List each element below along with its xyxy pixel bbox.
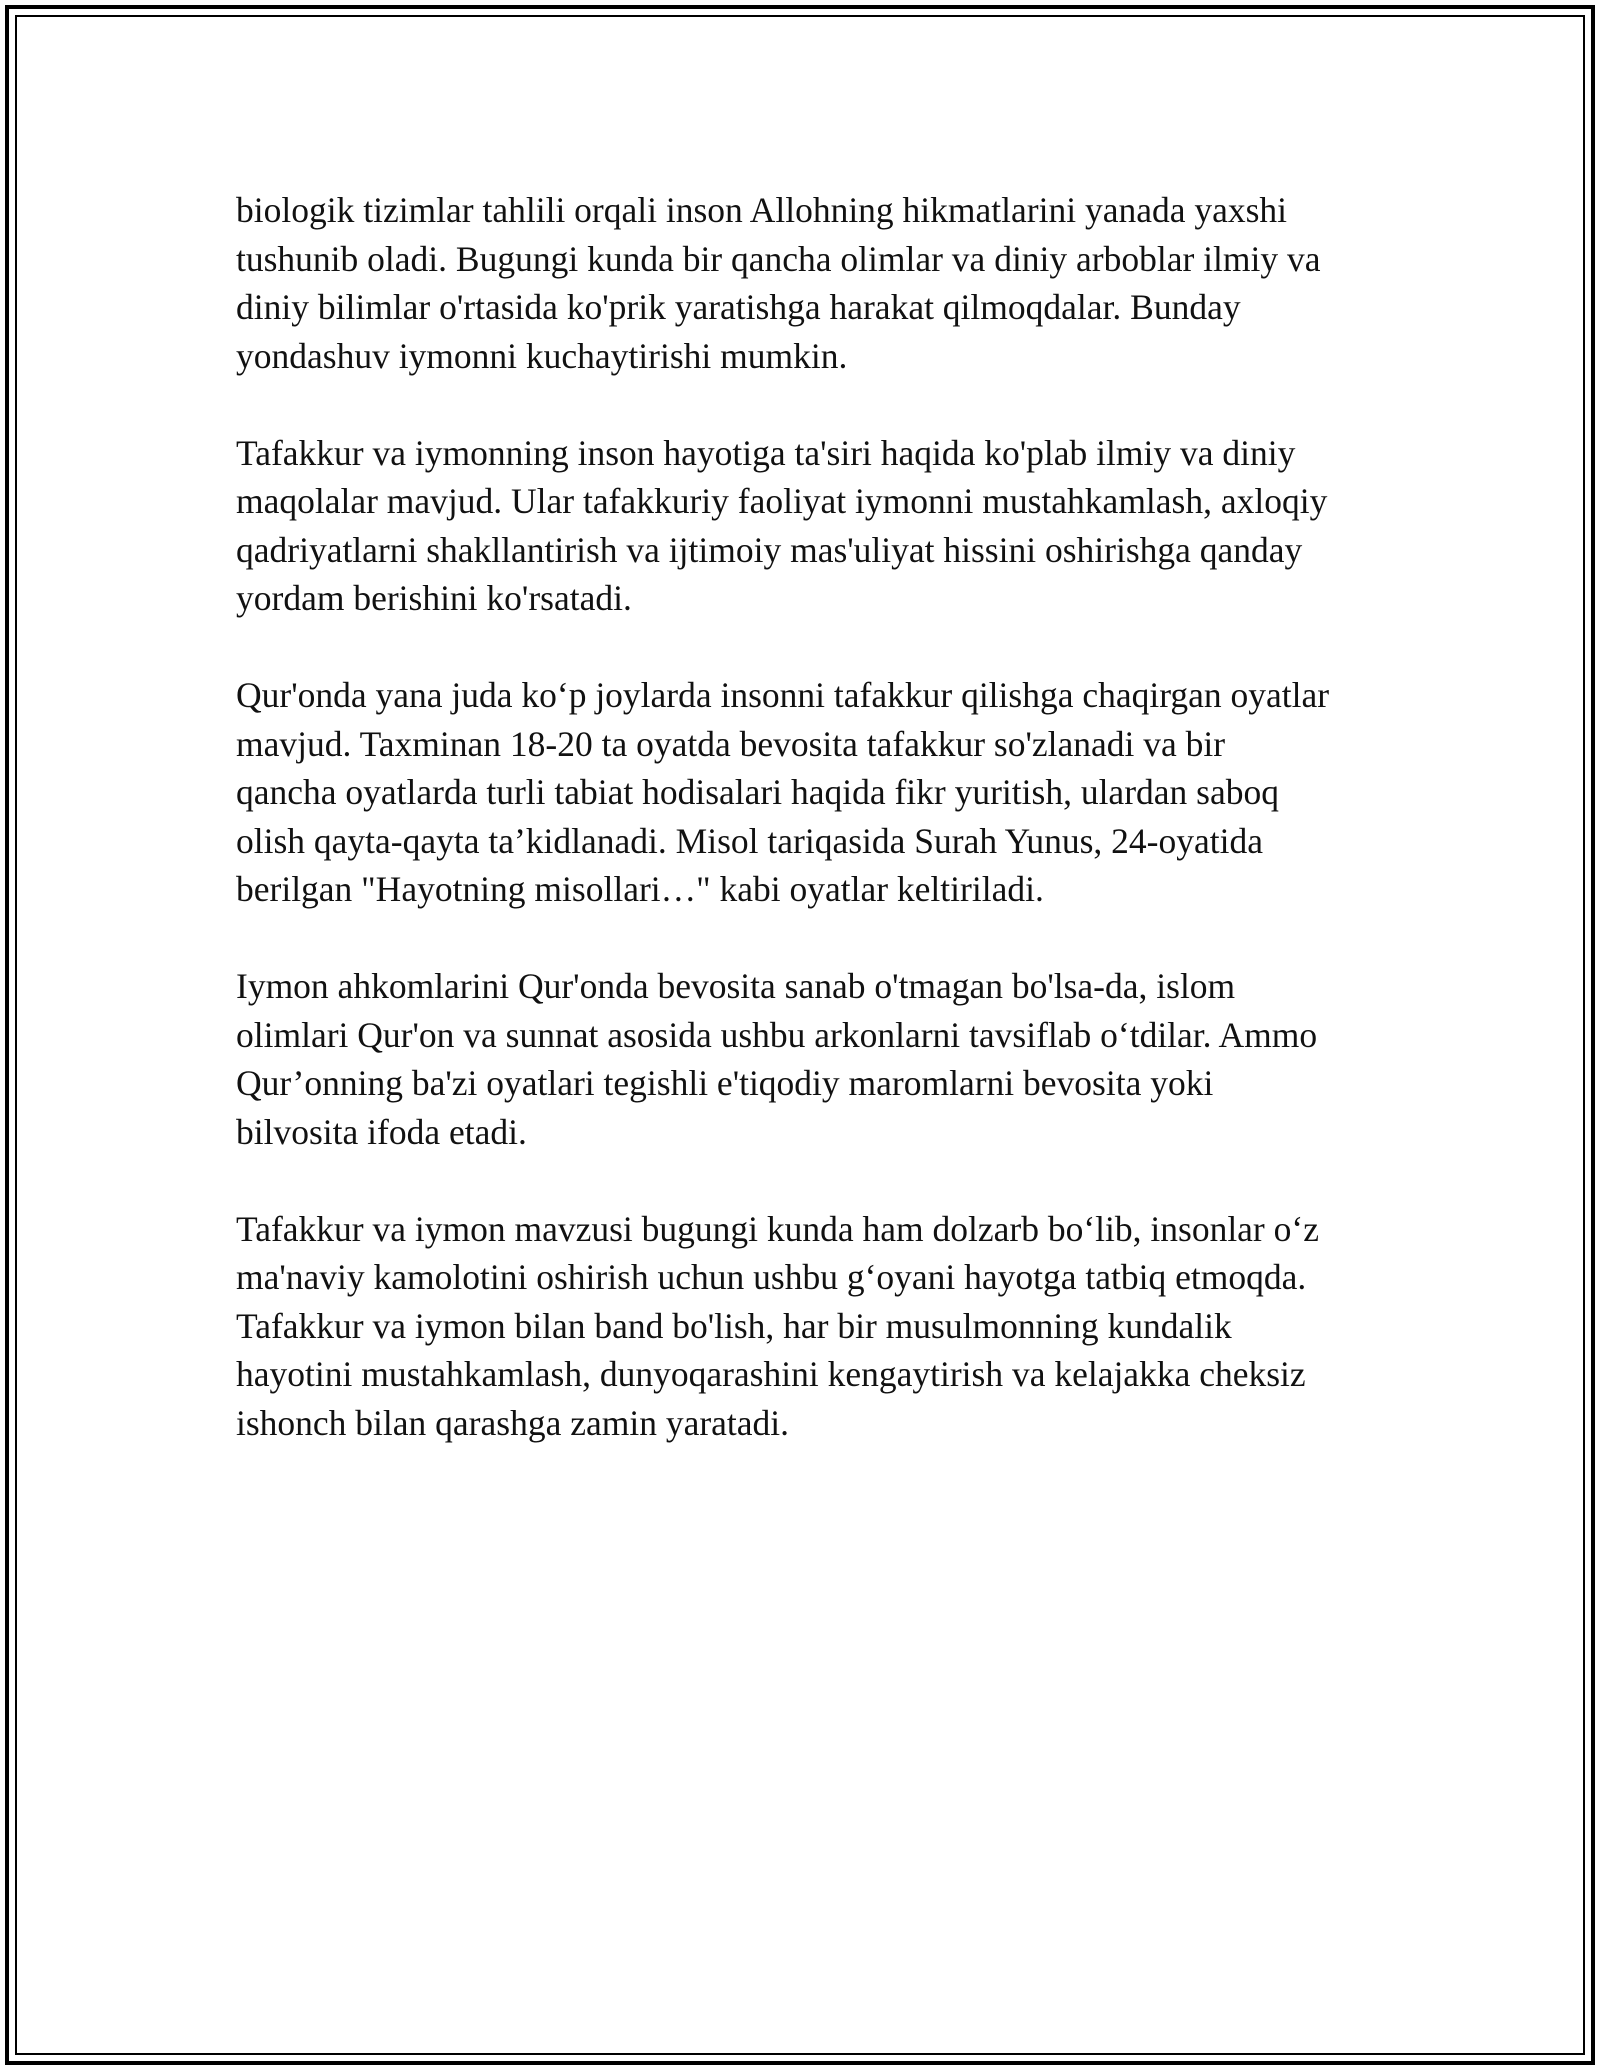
text-line: olish qayta-qayta ta’kidlanadi. Misol tariqasida Surah Yunus, 24-oyatida: [236, 820, 1263, 861]
paragraph-5: [236, 1205, 1376, 1448]
paragraph-3: [236, 671, 1376, 914]
text-line: Qur'onda yana juda koʻp joylarda insonni tafakkur qilishga chaqirgan oyatlar: [236, 675, 1330, 715]
text-line: ma'naviy kamolotini oshirish uchun ushbu gʻoyani hayotga tatbiq etmoqda.: [236, 1257, 1307, 1297]
document-body: [236, 186, 1376, 1496]
text-line: diniy bilimlar o'rtasida ko'prik yaratishga harakat qilmoqdalar. Bunday: [236, 287, 1241, 327]
text-line: tushunib oladi. Bugungi kunda bir qancha olimlar va diniy arboblar ilmiy va: [236, 238, 1321, 279]
text-line: olimlari Qur'on va sunnat asosida ushbu arkonlarni tavsiflab oʻtdilar. Ammo: [236, 1014, 1318, 1055]
paragraph-4: [236, 962, 1376, 1156]
text-line: maqolalar mavjud. Ular tafakkuriy faoliyat iymonni mustahkamlash, axloqiy: [236, 481, 1328, 521]
text-line: yordam berishini ko'rsatadi.: [236, 578, 632, 618]
text-line: ishonch bilan qarashga zamin yaratadi.: [236, 1402, 790, 1443]
text-line: Qur’onning ba'zi oyatlari tegishli e'tiqodiy maromlarni bevosita yoki: [236, 1063, 1214, 1103]
text-line: qancha oyatlarda turli tabiat hodisalari haqida fikr yuritish, ulardan saboq: [236, 772, 1279, 812]
text-line: hayotini mustahkamlash, dunyoqarashini kengaytirish va kelajakka cheksiz: [236, 1354, 1306, 1394]
paragraph-1: [236, 186, 1376, 380]
text-line: biologik tizimlar tahlili orqali inson Allohning hikmatlarini yanada yaxshi: [236, 190, 1288, 230]
text-line: Tafakkur va iymonning inson hayotiga ta'siri haqida ko'plab ilmiy va diniy: [236, 432, 1296, 473]
text-line: bilvosita ifoda etadi.: [236, 1111, 527, 1152]
text-line: Iymon ahkomlarini Qur'onda bevosita sanab o'tmagan bo'lsa-da, islom: [236, 966, 1236, 1006]
text-line: berilgan "Hayotning misollari…" kabi oyatlar keltiriladi.: [236, 869, 1044, 909]
paragraph-2: [236, 429, 1376, 623]
text-line: mavjud. Taxminan 18-20 ta oyatda bevosita tafakkur so'zlanadi va bir: [236, 723, 1226, 764]
text-line: Tafakkur va iymon bilan band bo'lish, har bir musulmonning kundalik: [236, 1305, 1232, 1346]
text-line: Tafakkur va iymon mavzusi bugungi kunda ham dolzarb boʻlib, insonlar oʻz: [236, 1208, 1319, 1249]
text-line: qadriyatlarni shakllantirish va ijtimoiy mas'uliyat hissini oshirishga qanday: [236, 529, 1303, 570]
text-line: yondashuv iymonni kuchaytirishi mumkin.: [236, 335, 848, 376]
